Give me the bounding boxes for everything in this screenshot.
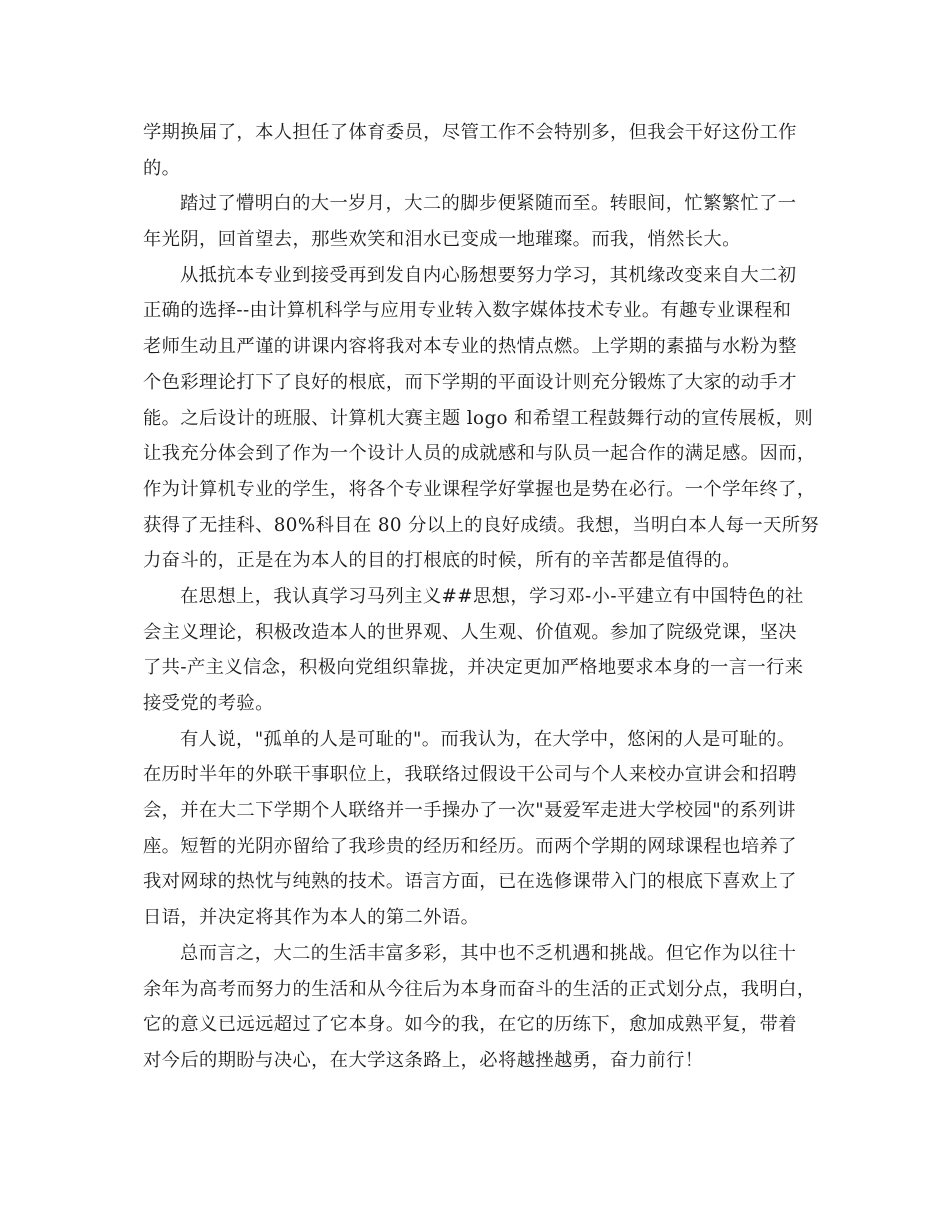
text-line: 对今后的期盼与决心，在大学这条路上，必将越挫越勇，奋力前行！	[143, 1049, 704, 1071]
text-line: 余年为高考而努力的生活和从今往后为本身而奋斗的生活的正式划分点，我明白，	[143, 978, 816, 1000]
paragraph-first-line: 从抵抗本专业到接受再到发自内心肠想要努力学习，其机缘改变来自大二初	[180, 264, 797, 286]
text-line: 接受党的考验。	[143, 693, 274, 714]
paragraph-first-line: 有人说，"孤单的人是可耻的"。而我认为，在大学中，悠闲的人是可耻的。	[180, 728, 796, 750]
text-line: 作为计算机专业的学生，将各个专业课程学好掌握也是势在必行。一个学年终了，	[143, 478, 816, 500]
document-body	[143, 115, 820, 1079]
text-line: 力奋斗的，正是在为本人的目的打根底的时候，所有的辛苦都是值得的。	[143, 550, 741, 572]
text-line: 获得了无挂科、80%科目在 80 分以上的良好成绩。我想，当明白本人每一天所努	[143, 514, 820, 536]
paragraph-first-line: 总而言之，大二的生活丰富多彩，其中也不乏机遇和挑战。但它作为以往十	[180, 942, 797, 964]
text-line: 座。短暂的光阴亦留给了我珍贵的经历和经历。而两个学期的网球课程也培养了	[143, 835, 797, 857]
text-line: 能。之后设计的班服、计算机大赛主题 logo 和希望工程鼓舞行动的宣传展板，则	[143, 407, 814, 429]
text-line: 学期换届了，本人担任了体育委员，尽管工作不会特别多，但我会干好这份工作	[143, 122, 797, 143]
paragraph-first-line: 在思想上，我认真学习马列主义##思想，学习邓-小-平建立有中国特色的社	[180, 585, 804, 607]
text-line: 老师生动且严谨的讲课内容将我对本专业的热情点燃。上学期的素描与水粉为整	[143, 336, 797, 358]
text-line: 个色彩理论打下了良好的根底，而下学期的平面设计则充分锻炼了大家的动手才	[143, 371, 797, 393]
text-line: 正确的选择--由计算机科学与应用专业转入数字媒体技术专业。有趣专业课程和	[143, 300, 792, 322]
text-line: 它的意义已远远超过了它本身。如今的我，在它的历练下，愈加成熟平复，带着	[143, 1014, 797, 1036]
text-line: 的。	[143, 157, 181, 179]
text-line: 日语，并决定将其作为本人的第二外语。	[143, 907, 480, 929]
text-line: 了共-产主义信念，积极向党组织靠拢，并决定更加严格地要求本身的一言一行来	[143, 657, 804, 679]
paragraph-first-line: 踏过了懵明白的大一岁月，大二的脚步便紧随而至。转眼间，忙繁繁忙了一	[180, 193, 797, 215]
text-line: 我对网球的热忱与纯熟的技术。语言方面，已在选修课带入门的根底下喜欢上了	[143, 871, 797, 893]
text-line: 会，并在大二下学期个人联络并一手操办了一次"聂爱军走进大学校园"的系列讲	[143, 800, 796, 822]
text-line: 年光阴，回首望去，那些欢笑和泪水已变成一地璀璨。而我，悄然长大。	[143, 229, 741, 251]
text-line: 在历时半年的外联干事职位上，我联络过假设干公司与个人来校办宣讲会和招聘	[143, 764, 797, 786]
text-line: 会主义理论，积极改造本人的世界观、人生观、价值观。参加了院级党课，坚决	[143, 621, 797, 643]
text-line: 让我充分体会到了作为一个设计人员的成就感和与队员一起合作的满足感。因而，	[143, 443, 816, 465]
